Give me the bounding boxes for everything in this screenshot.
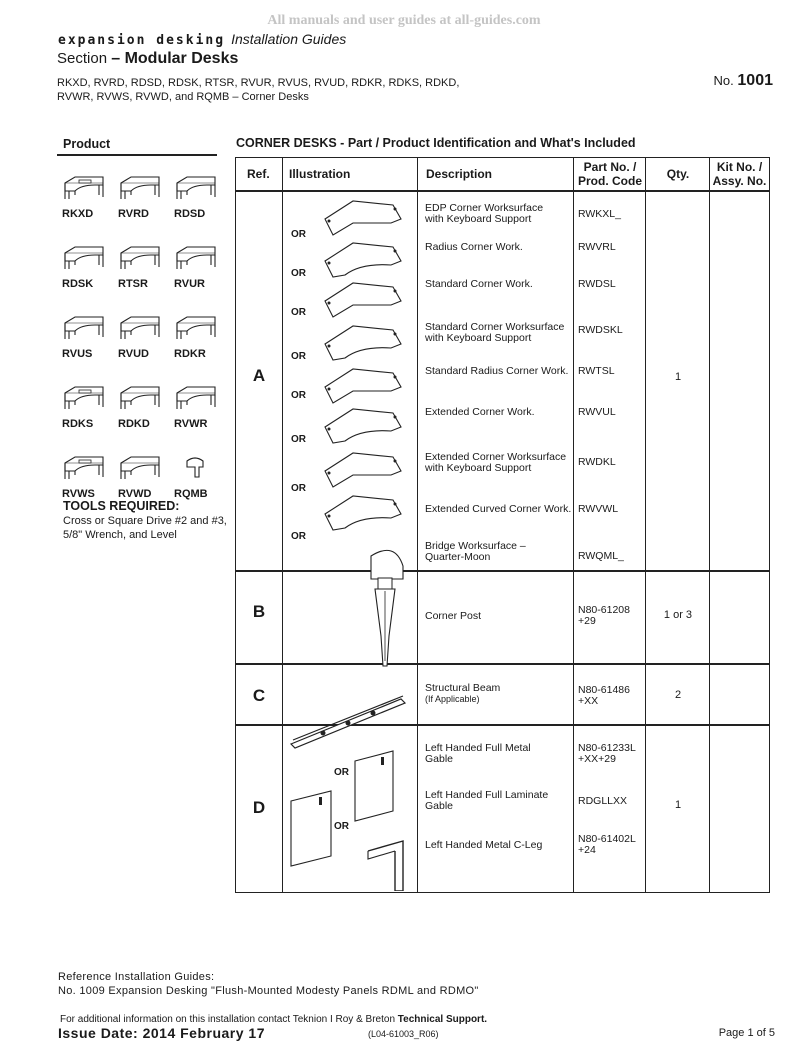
worksurface-illustration [325, 201, 401, 235]
product-code: RTSR [118, 278, 148, 290]
desc-line: Gable [425, 753, 454, 765]
worksurface-illustration [325, 326, 401, 360]
product-code: RVUS [62, 348, 93, 360]
or-label: OR [291, 351, 306, 362]
corner-post-illustration [375, 578, 395, 666]
desc-a [425, 242, 575, 253]
product-item [57, 313, 113, 383]
worksurface-illustration [325, 243, 401, 277]
product-item [113, 313, 169, 383]
illustration-column [283, 191, 417, 891]
section-prefix: Section [57, 50, 108, 67]
desk-icon [173, 243, 219, 273]
part-d [578, 834, 636, 856]
product-item [169, 173, 225, 243]
part-b [578, 605, 630, 627]
part-a: RWQML_ [578, 550, 624, 562]
desc-line: with Keyboard Support [425, 332, 532, 344]
col-divider [417, 158, 418, 892]
desk-icon [117, 313, 163, 343]
desc-line: Structural Beam [425, 682, 501, 694]
header-part [574, 158, 646, 190]
tools-heading: TOOLS REQUIRED: [63, 499, 180, 513]
product-code: RVUD [118, 348, 149, 360]
contact-line [60, 1014, 487, 1025]
tools-required [63, 499, 238, 542]
product-item [169, 243, 225, 313]
ref-b: B [252, 602, 266, 621]
desc-line: Radius Corner Work. [425, 241, 523, 253]
or-label: OR [291, 390, 306, 401]
contact-text: For additional information on this installation contact Teknion I Roy & Breton [60, 1014, 395, 1025]
or-label: OR [291, 531, 306, 542]
part-a: RWVUL [578, 406, 616, 418]
part-a: RWDSL [578, 278, 616, 290]
qty-d: 1 [674, 799, 682, 811]
product-heading: Product [63, 137, 111, 151]
product-code: RQMB [174, 488, 208, 500]
part-line: +XX [578, 695, 599, 707]
or-label: OR [291, 483, 306, 494]
worksurface-illustration [325, 283, 401, 317]
part-c [578, 685, 630, 707]
part-d [578, 796, 627, 807]
gable-illustration [291, 791, 331, 866]
desc-line: Quarter-Moon [425, 551, 491, 563]
part-line: +XX+29 [578, 753, 616, 765]
desk-icon [61, 243, 107, 273]
or-label: OR [291, 307, 306, 318]
worksurface-illustration [325, 369, 401, 403]
header-ref: Ref. [247, 167, 270, 181]
product-code: RVUR [174, 278, 205, 290]
header-kit [710, 158, 769, 190]
part-a: RWDSKL [578, 324, 623, 336]
c-leg-illustration [368, 841, 403, 891]
header-illustration: Illustration [289, 167, 351, 181]
header-kit-line: Kit No. / [716, 160, 763, 174]
model-list-line: RVWR, RVWS, RVWD, and RQMB – Corner Desks [57, 91, 309, 103]
product-row [57, 173, 227, 243]
desk-icon [61, 313, 107, 343]
part-a: RWKXL_ [578, 208, 621, 220]
desc-d [425, 840, 575, 851]
part-a: RWVRL [578, 241, 616, 253]
desk-icon [117, 453, 163, 483]
part-line: +24 [578, 844, 596, 856]
header-kit-line: Assy. No. [712, 174, 767, 188]
document-number-prefix: No. [713, 73, 734, 88]
desc-line: Gable [425, 800, 454, 812]
or-label: OR [291, 229, 306, 240]
desc-line: Standard Radius Corner Work. [425, 365, 569, 377]
parts-table [235, 157, 770, 893]
or-label: OR [291, 268, 306, 279]
product-item [169, 313, 225, 383]
product-code: RDKD [118, 418, 150, 430]
part-line: N80-61208 [578, 604, 630, 616]
qty-c: 2 [674, 689, 682, 701]
col-divider [645, 158, 646, 892]
tools-line: 5/8" Wrench, and Level [63, 529, 177, 541]
header-part-line: Prod. Code [577, 174, 642, 188]
desc-line: Extended Corner Worksurface [425, 451, 567, 463]
reference-guides [58, 970, 479, 998]
desc-d [425, 743, 575, 765]
product-item [113, 383, 169, 453]
desc-line: with Keyboard Support [425, 213, 532, 225]
desc-line: Standard Corner Worksurface [425, 321, 565, 333]
desk-icon [61, 453, 107, 483]
header-part-line: Part No. / [583, 160, 637, 174]
desc-line: Extended Corner Work. [425, 406, 535, 418]
worksurface-illustration [325, 496, 401, 530]
ref-a: A [252, 366, 266, 385]
desc-note: (If Applicable) [425, 694, 480, 704]
part-a: RWDKL [578, 456, 616, 468]
desk-icon [173, 313, 219, 343]
part-line: N80-61233L [578, 742, 636, 754]
part-line: +29 [578, 615, 596, 627]
tools-line: Cross or Square Drive #2 and #3, [63, 515, 227, 527]
desk-icon [173, 383, 219, 413]
desc-a [425, 322, 575, 344]
product-code: RDKR [174, 348, 206, 360]
product-row [57, 383, 227, 453]
part-line: RDGLLXX [578, 795, 628, 807]
desc-a [425, 504, 575, 515]
desc-a [425, 452, 575, 474]
desk-icon [61, 383, 107, 413]
desk-icon [173, 173, 219, 203]
section-title [57, 50, 238, 68]
desk-icon [173, 453, 219, 483]
desc-line: Left Handed Full Laminate [425, 789, 549, 801]
product-divider [57, 154, 217, 156]
product-item [57, 173, 113, 243]
part-line: N80-61486 [578, 684, 630, 696]
product-item [113, 243, 169, 313]
qty-a: 1 [674, 371, 682, 383]
product-item [113, 173, 169, 243]
part-d [578, 743, 636, 765]
qty-b: 1 or 3 [663, 609, 693, 621]
document-code: (L04-61003_R06) [368, 1029, 439, 1039]
desc-a [425, 541, 575, 563]
desc-c [425, 683, 575, 705]
watermark: All manuals and user guides at all-guides.com [267, 13, 541, 28]
desk-icon [117, 173, 163, 203]
desc-a [425, 203, 575, 225]
header-qty: Qty. [666, 167, 690, 181]
model-list-line: RKXD, RVRD, RDSD, RDSK, RTSR, RVUR, RVUS, RVUD, RDKR, RDKS, RDKD, [57, 77, 460, 89]
beam-illustration [291, 696, 405, 748]
brand-name: expansion desking [58, 33, 226, 48]
part-line: N80-61402L [578, 833, 636, 845]
or-label: OR [291, 434, 306, 445]
gable-illustration [355, 751, 393, 821]
product-code: RDSD [174, 208, 206, 220]
desc-line: Standard Corner Work. [425, 278, 533, 290]
desc-a [425, 279, 575, 290]
desc-line: Bridge Worksurface – [425, 540, 526, 552]
desc-line: Extended Curved Corner Work. [425, 503, 572, 515]
product-code: RVWR [174, 418, 208, 430]
or-label: OR [334, 821, 349, 832]
product-item [57, 243, 113, 313]
desk-icon [117, 383, 163, 413]
part-a: RWTSL [578, 365, 615, 377]
header-description: Description [426, 167, 493, 181]
brand-line [58, 31, 346, 48]
desc-a [425, 407, 575, 418]
desc-b: Corner Post [425, 610, 482, 622]
desc-a [425, 366, 575, 377]
col-divider [573, 158, 574, 892]
desc-line: EDP Corner Worksurface [425, 202, 544, 214]
worksurface-illustration [325, 409, 401, 443]
col-divider [709, 158, 710, 892]
worksurface-illustration [325, 453, 401, 487]
product-code: RDSK [62, 278, 94, 290]
guides-label: Installation Guides [231, 31, 347, 47]
table-title: CORNER DESKS - Part / Product Identification and What's Included [236, 136, 636, 150]
product-item [169, 383, 225, 453]
part-a: RWVWL [578, 503, 619, 515]
or-label: OR [334, 767, 349, 778]
desc-line: Left Handed Full Metal [425, 742, 531, 754]
section-name: – Modular Desks [111, 50, 239, 67]
issue-date: Issue Date: 2014 February 17 [58, 1025, 265, 1041]
desk-icon [61, 173, 107, 203]
desc-line: Left Handed Metal C-Leg [425, 839, 543, 851]
product-code: RVWD [118, 488, 152, 500]
product-code: RKXD [62, 208, 94, 220]
ref-d: D [252, 798, 266, 817]
desc-d [425, 790, 575, 812]
document-number-value: 1001 [737, 72, 773, 89]
reference-line: No. 1009 Expansion Desking "Flush-Mounted Modesty Panels RDML and RDMO" [58, 985, 479, 997]
model-list [57, 76, 477, 104]
product-grid [57, 173, 227, 523]
product-code: RVRD [118, 208, 149, 220]
reference-heading: Reference Installation Guides: [58, 971, 215, 983]
contact-bold: Technical Support. [397, 1014, 488, 1025]
document-number [714, 72, 773, 90]
desk-icon [117, 243, 163, 273]
ref-c: C [252, 686, 266, 705]
product-code: RVWS [62, 488, 95, 500]
page-number: Page 1 of 5 [718, 1027, 775, 1039]
product-item [57, 383, 113, 453]
product-code: RDKS [62, 418, 94, 430]
product-row [57, 313, 227, 383]
product-row [57, 243, 227, 313]
desc-line: with Keyboard Support [425, 462, 532, 474]
table-header [236, 158, 769, 192]
